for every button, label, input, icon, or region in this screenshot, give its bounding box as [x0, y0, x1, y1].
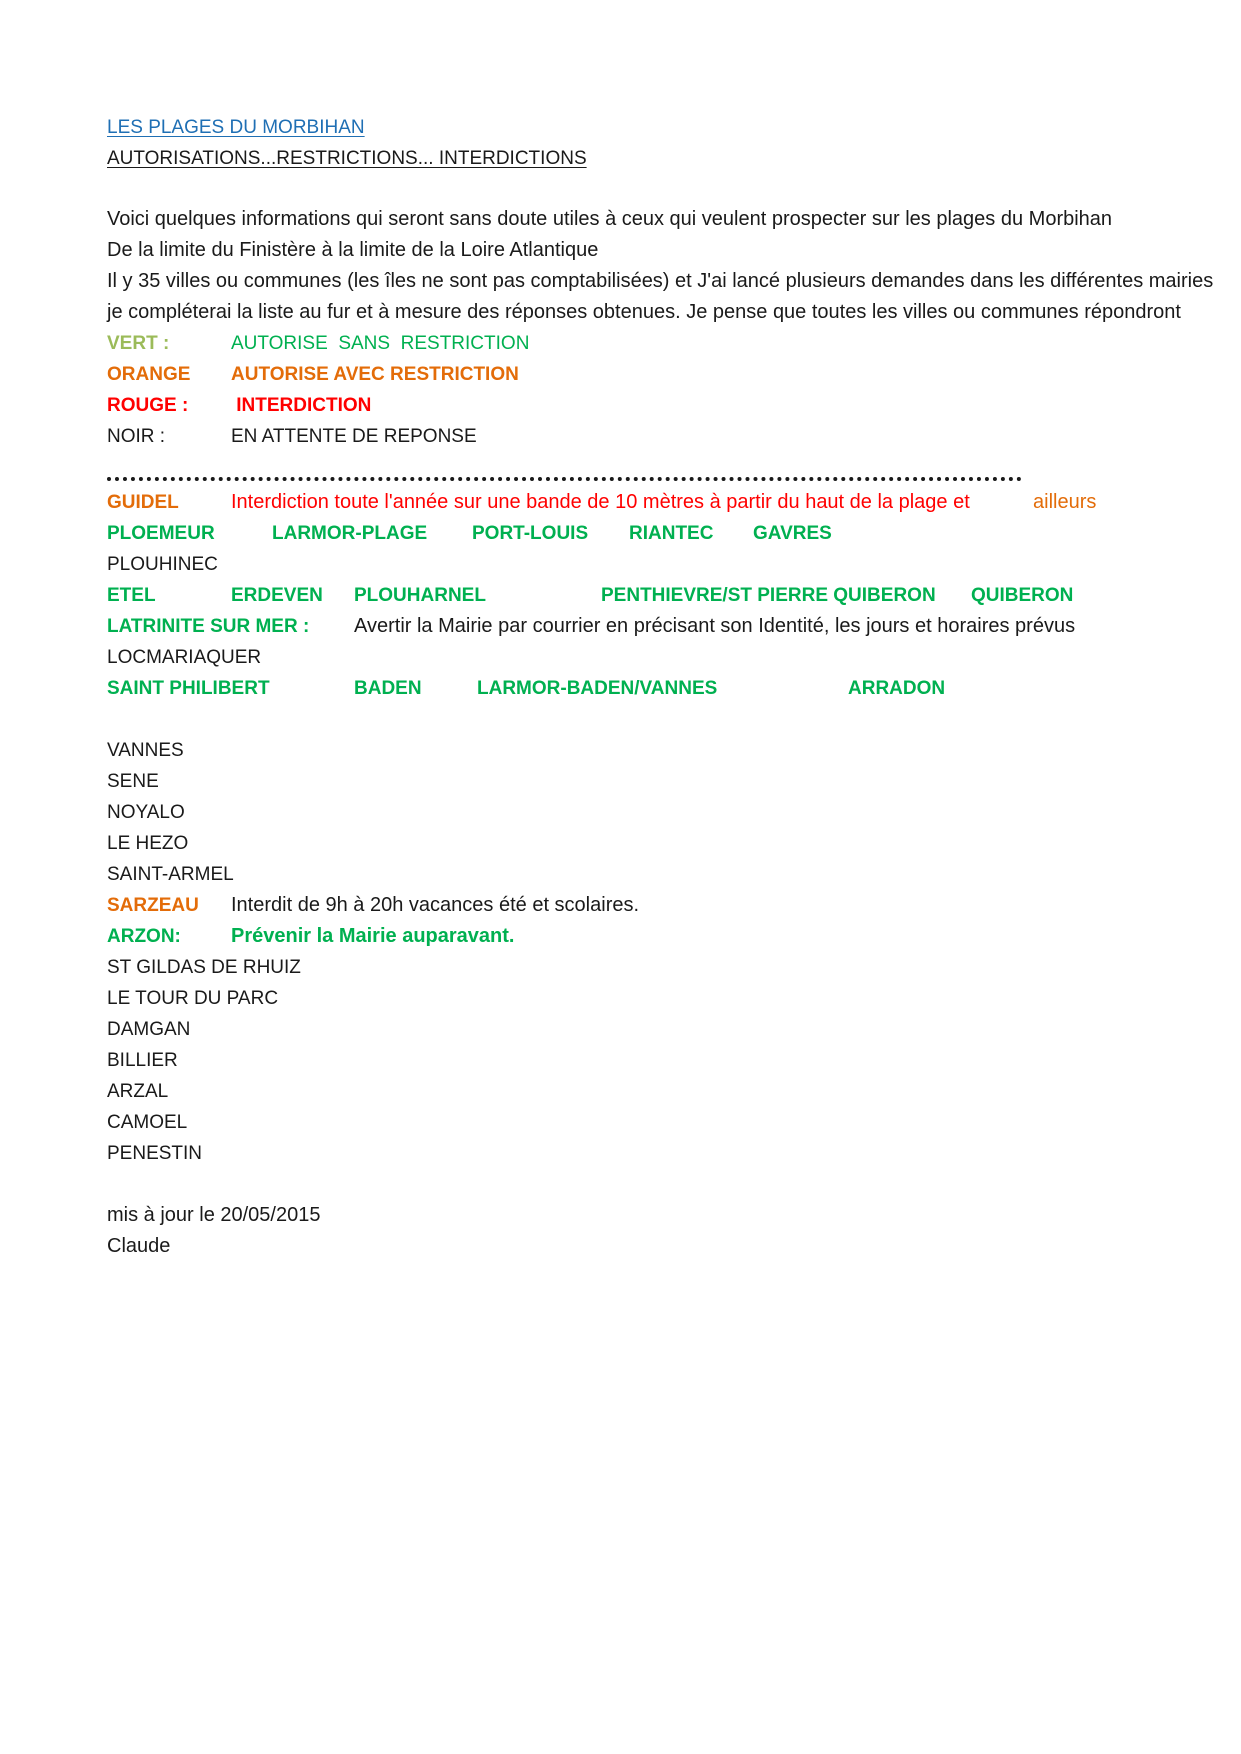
- intro-line-2: De la limite du Finistère à la limite de la Loire Atlantique: [107, 239, 599, 261]
- town-gavres: GAVRES: [753, 523, 832, 544]
- page-title[interactable]: LES PLAGES DU MORBIHAN: [107, 117, 365, 138]
- legend-code-orange: ORANGE: [107, 364, 191, 385]
- intro-line-1: Voici quelques informations qui seront sans doute utiles à ceux qui veulent prospecter sur les plages du Morbihan: [107, 208, 1113, 230]
- arzon-note: Prévenir la Mairie auparavant.: [231, 925, 515, 947]
- page-subtitle: AUTORISATIONS...RESTRICTIONS... INTERDICTIONS: [107, 148, 587, 169]
- legend-row-rouge: [107, 390, 1099, 421]
- legend-row-noir: [107, 421, 1099, 452]
- town-damgan: DAMGAN: [107, 1019, 191, 1040]
- town-camoel: CAMOEL: [107, 1112, 188, 1133]
- town-quiberon: QUIBERON: [971, 585, 1074, 606]
- latrinite-note: Avertir la Mairie par courrier en précisant son Identité, les jours et horaires prévus: [354, 615, 1076, 637]
- row-guidel: [107, 487, 1099, 518]
- town-saint-philibert: SAINT PHILIBERT: [107, 678, 270, 699]
- town-penestin: PENESTIN: [107, 1143, 203, 1164]
- legend-meaning-vert: AUTORISE SANS RESTRICTION: [231, 333, 530, 354]
- guidel-note-red: Interdiction toute l'année sur une bande de 10 mètres à partir du haut de la plage et: [231, 491, 970, 513]
- updated-date: mis à jour le 20/05/2015: [107, 1204, 321, 1226]
- town-st-gildas: ST GILDAS DE RHUIZ: [107, 957, 301, 978]
- legend-meaning-noir: EN ATTENTE DE REPONSE: [231, 426, 477, 447]
- town-sarzeau: SARZEAU: [107, 895, 199, 916]
- row-plouhinec: [107, 549, 1099, 580]
- town-riantec: RIANTEC: [629, 523, 714, 544]
- town-saint-armel: SAINT-ARMEL: [107, 864, 234, 885]
- town-noyalo: NOYALO: [107, 802, 185, 823]
- legend-code-vert: VERT :: [107, 333, 170, 354]
- row-sarzeau: [107, 890, 1099, 921]
- town-ploemeur: PLOEMEUR: [107, 523, 215, 544]
- legend-meaning-rouge: INTERDICTION: [231, 395, 372, 416]
- town-guidel: GUIDEL: [107, 492, 179, 513]
- town-larmor-baden: LARMOR-BADEN/VANNES: [477, 678, 718, 699]
- intro-line-3: Il y 35 villes ou communes (les îles ne sont pas comptabilisées) et J'ai lancé plusieurs demandes dans les différentes mairies: [107, 270, 1214, 292]
- sarzeau-note: Interdit de 9h à 20h vacances été et scolaires.: [231, 894, 640, 916]
- town-port-louis: PORT-LOUIS: [472, 523, 589, 544]
- town-larmor-plage: LARMOR-PLAGE: [272, 523, 428, 544]
- title-row: [107, 112, 1099, 143]
- town-billier: BILLIER: [107, 1050, 178, 1071]
- town-penthievre: PENTHIEVRE/ST PIERRE QUIBERON: [601, 585, 936, 606]
- town-etel: ETEL: [107, 585, 156, 606]
- row-locmariaquer: [107, 642, 1099, 673]
- legend-code-rouge: ROUGE :: [107, 395, 189, 416]
- town-arradon: ARRADON: [848, 678, 946, 699]
- intro-line-4: je compléterai la liste au fur et à mesure des réponses obtenues. Je pense que toutes les villes ou communes répondront: [107, 301, 1181, 323]
- legend-row-orange: [107, 359, 1099, 390]
- town-baden: BADEN: [354, 678, 422, 699]
- guidel-note-orange: ailleurs: [1033, 491, 1097, 513]
- town-le-tour-du-parc: LE TOUR DU PARC: [107, 988, 279, 1009]
- row-saint-philibert: [107, 673, 1099, 704]
- row-etel: [107, 580, 1099, 611]
- town-latrinite: LATRINITE SUR MER :: [107, 616, 310, 637]
- row-ploemeur: [107, 518, 1099, 549]
- town-arzon: ARZON:: [107, 926, 181, 947]
- row-latrinite: [107, 611, 1099, 642]
- legend-meaning-orange: AUTORISE AVEC RESTRICTION: [231, 364, 519, 385]
- town-arzal: ARZAL: [107, 1081, 169, 1102]
- town-erdeven: ERDEVEN: [231, 585, 323, 606]
- legend-code-noir: NOIR :: [107, 426, 166, 447]
- row-arzon: [107, 921, 1099, 952]
- town-plouhinec: PLOUHINEC: [107, 554, 218, 575]
- town-plouharnel: PLOUHARNEL: [354, 585, 486, 606]
- town-locmariaquer: LOCMARIAQUER: [107, 647, 262, 668]
- subtitle-row: [107, 143, 1099, 174]
- dotted-separator: [107, 457, 1022, 481]
- town-sene: SENE: [107, 771, 159, 792]
- town-vannes: VANNES: [107, 740, 184, 761]
- town-le-hezo: LE HEZO: [107, 833, 189, 854]
- legend-row-vert: [107, 328, 1099, 359]
- author-name: Claude: [107, 1235, 171, 1257]
